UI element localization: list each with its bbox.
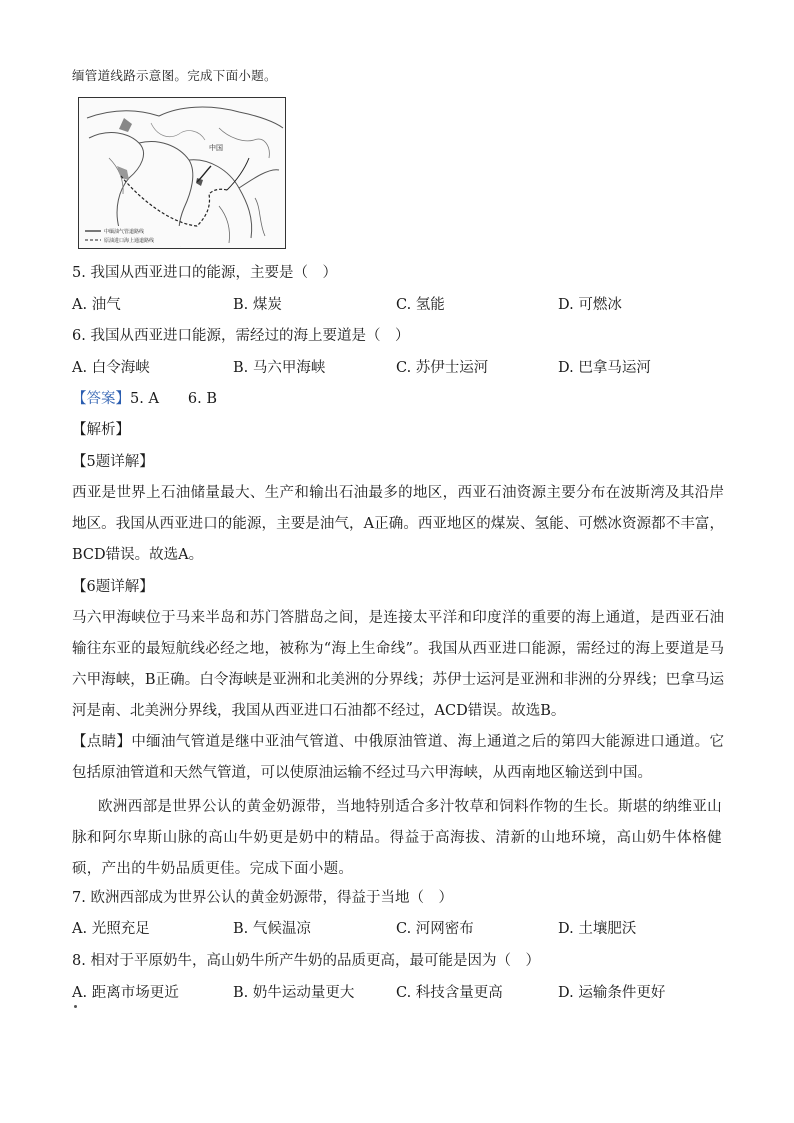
detail-6-tag: 【6题详解】 xyxy=(72,579,154,595)
q7-option-d: D. 土壤肥沃 xyxy=(558,921,637,937)
q6-option-d: D. 巴拿马运河 xyxy=(558,360,651,376)
q7-option-c: C. 河网密布 xyxy=(396,921,474,937)
answer-text: 5. A 6. B xyxy=(130,391,218,407)
map-drawing xyxy=(79,98,285,248)
q7-option-a: A. 光照充足 xyxy=(72,921,150,937)
q5-option-b: B. 煤炭 xyxy=(233,297,282,313)
question-6-stem: 6. 我国从西亚进口能源，需经过的海上要道是（ ） xyxy=(72,328,410,344)
map-label-china: 中国 xyxy=(209,144,223,152)
pipeline-route-map xyxy=(78,97,286,249)
detail-5-text: 西亚是世界上石油储量最大、生产和输出石油最多的地区，西亚石油资源主要分布在波斯湾及其沿岸地区。我国从西亚进口的能源，主要是油气，A正确。西亚地区的煤炭、氢能、可燃冰资源都不丰富，BCD错误。故选A。 xyxy=(72,485,724,563)
intro-text: 缅管道线路示意图。完成下面小题。 xyxy=(72,68,277,83)
answer-line xyxy=(72,389,217,409)
answer-tag: 【答案】 xyxy=(72,391,130,407)
legend-label-1: 中缅油气管道路线 xyxy=(104,229,145,235)
legend-label-2: 原油进口海上通道路线 xyxy=(104,238,155,244)
q8-option-b: B. 奶牛运动量更大 xyxy=(233,985,355,1001)
detail-6-text: 马六甲海峡位于马来半岛和苏门答腊岛之间，是连接太平洋和印度洋的重要的海上通道，是西亚石油输往东亚的最短航线必经之地，被称为“海上生命线”。我国从西亚进口能源，需经过的海上要道是马六甲海峡，B正确。白令海峡是亚洲和北美洲的分界线；苏伊士运河是亚洲和非洲的分界线；巴拿马运河是南、北美洲分界线，我国从西亚进口石油都不经过，ACD错误。故选B。 xyxy=(72,610,724,719)
q6-option-b: B. 马六甲海峡 xyxy=(233,360,326,376)
q5-option-c: C. 氢能 xyxy=(396,297,445,313)
question-5-stem: 5. 我国从西亚进口的能源，主要是（ ） xyxy=(72,265,337,281)
q7-option-b: B. 气候温凉 xyxy=(233,921,311,937)
q8-option-a: A. 距离市场更近 xyxy=(72,985,179,1001)
q5-option-d: D. 可燃冰 xyxy=(558,297,622,313)
q6-option-c: C. 苏伊士运河 xyxy=(396,360,489,376)
tip-paragraph xyxy=(72,727,724,789)
tip-tag: 【点睛】 xyxy=(72,734,132,750)
q6-option-a: A. 白令海峡 xyxy=(72,360,150,376)
question-7-stem: 7. 欧洲西部成为世界公认的黄金奶源带，得益于当地（ ） xyxy=(72,890,453,906)
q8-option-c: C. 科技含量更高 xyxy=(396,985,503,1001)
question-8-stem: 8. 相对于平原奶牛，高山奶牛所产牛奶的品质更高，最可能是因为（ ） xyxy=(72,953,540,969)
analysis-tag: 【解析】 xyxy=(72,422,130,438)
tip-text: 中缅油气管道是继中亚油气管道、中俄原油管道、海上通道之后的第四大能源进口通道。它包括原油管道和天然气管道，可以使原油运输不经过马六甲海峡，从西南地区输送到中国。 xyxy=(72,734,725,781)
detail-5-tag: 【5题详解】 xyxy=(72,454,154,470)
stray-mark xyxy=(74,1005,77,1008)
q8-option-d: D. 运输条件更好 xyxy=(558,985,666,1001)
q5-option-a: A. 油气 xyxy=(72,297,121,313)
passage-text: 欧洲西部是世界公认的黄金奶源带，当地特别适合多汁牧草和饲料作物的生长。斯堪的纳维亚山脉和阿尔卑斯山脉的高山牛奶更是奶中的精品。得益于高海拔、清新的山地环境，高山奶牛体格健硕，产出的牛奶品质更佳。完成下面小题。 xyxy=(72,799,722,877)
